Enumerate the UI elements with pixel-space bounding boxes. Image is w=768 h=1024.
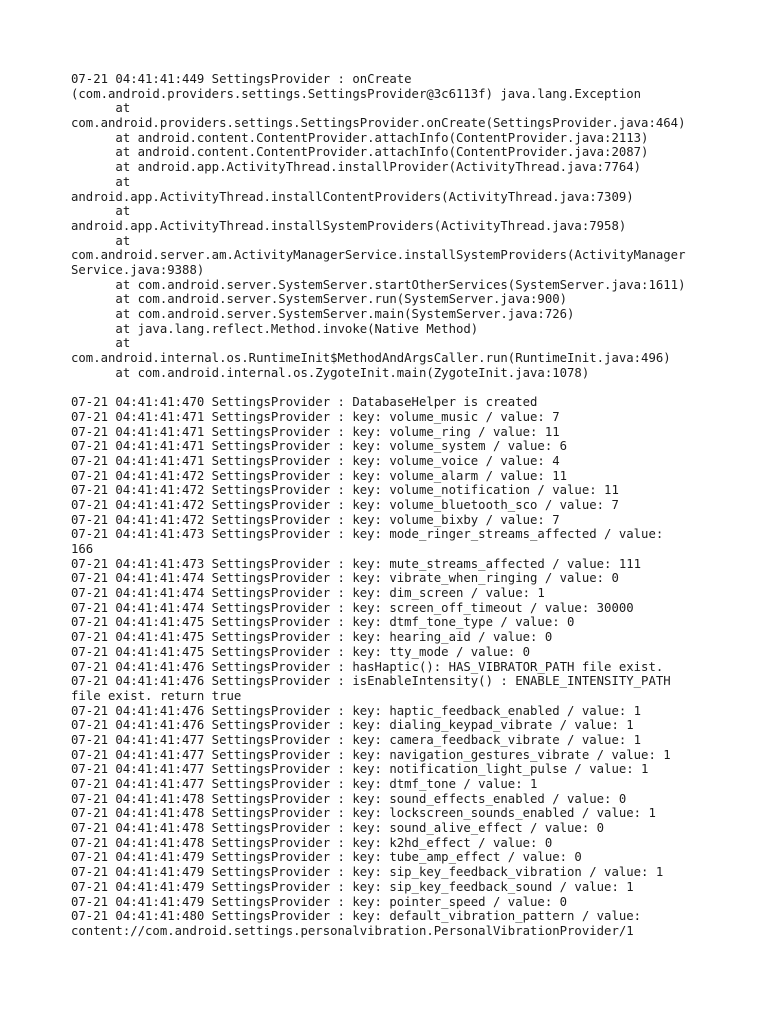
log-line: 07-21 04:41:41:476 SettingsProvider : key: haptic_feedback_enabled / value: 1 xyxy=(71,703,642,718)
log-line: Service.java:9388) xyxy=(71,262,205,277)
log-line: 07-21 04:41:41:449 SettingsProvider : onCreate xyxy=(71,72,412,86)
log-line: at xyxy=(71,204,131,219)
log-line: at java.lang.reflect.Method.invoke(Native Method) xyxy=(71,321,479,336)
log-line: content://com.android.settings.personalvibration.PersonalVibrationProvider/1 xyxy=(71,923,634,938)
log-line: at com.android.server.SystemServer.run(SystemServer.java:900) xyxy=(71,292,568,307)
log-line: 07-21 04:41:41:478 SettingsProvider : key: sound_effects_enabled / value: 0 xyxy=(71,791,627,806)
log-line: at xyxy=(71,336,131,351)
log-line: 07-21 04:41:41:480 SettingsProvider : key: default_vibration_pattern / value: xyxy=(71,909,642,924)
log-line: (com.android.providers.settings.SettingsProvider@3c6113f) java.lang.Exception xyxy=(71,86,642,101)
log-line: com.android.server.am.ActivityManagerService.installSystemProviders(ActivityManager xyxy=(71,248,686,263)
log-line: 07-21 04:41:41:478 SettingsProvider : key: k2hd_effect / value: 0 xyxy=(71,835,553,850)
log-line: 07-21 04:41:41:478 SettingsProvider : key: lockscreen_sounds_enabled / value: 1 xyxy=(71,806,656,821)
log-line: android.app.ActivityThread.installContentProviders(ActivityThread.java:7309) xyxy=(71,189,634,204)
log-line: 07-21 04:41:41:474 SettingsProvider : key: dim_screen / value: 1 xyxy=(71,586,545,601)
log-line: at android.app.ActivityThread.installProvider(ActivityThread.java:7764) xyxy=(71,160,642,175)
log-text-block xyxy=(71,72,711,939)
log-line: 07-21 04:41:41:478 SettingsProvider : key: sound_alive_effect / value: 0 xyxy=(71,821,605,836)
log-line: 07-21 04:41:41:476 SettingsProvider : key: dialing_keypad_vibrate / value: 1 xyxy=(71,718,634,733)
log-line: at com.android.internal.os.ZygoteInit.main(ZygoteInit.java:1078) xyxy=(71,365,590,380)
log-line: at xyxy=(71,174,131,189)
log-line: 07-21 04:41:41:477 SettingsProvider : key: navigation_gestures_vibrate / value: 1 xyxy=(71,747,671,762)
log-line: 07-21 04:41:41:472 SettingsProvider : key: volume_alarm / value: 11 xyxy=(71,468,568,483)
log-line: 07-21 04:41:41:471 SettingsProvider : key: volume_music / value: 7 xyxy=(71,409,560,424)
log-line: 07-21 04:41:41:471 SettingsProvider : key: volume_voice / value: 4 xyxy=(71,453,560,468)
log-line: 07-21 04:41:41:479 SettingsProvider : key: tube_amp_effect / value: 0 xyxy=(71,850,582,865)
log-line: com.android.internal.os.RuntimeInit$MethodAndArgsCaller.run(RuntimeInit.java:496) xyxy=(71,351,671,366)
log-line: 07-21 04:41:41:475 SettingsProvider : key: dtmf_tone_type / value: 0 xyxy=(71,615,575,630)
log-line: 07-21 04:41:41:477 SettingsProvider : key: dtmf_tone / value: 1 xyxy=(71,777,538,791)
log-line: 07-21 04:41:41:474 SettingsProvider : key: screen_off_timeout / value: 30000 xyxy=(71,600,634,615)
log-line: 07-21 04:41:41:477 SettingsProvider : key: camera_feedback_vibrate / value: 1 xyxy=(71,732,642,747)
log-line: at com.android.server.SystemServer.startOtherServices(SystemServer.java:1611) xyxy=(71,277,686,292)
log-line: 07-21 04:41:41:479 SettingsProvider : key: sip_key_feedback_vibration / value: 1 xyxy=(71,865,664,880)
log-line: 07-21 04:41:41:474 SettingsProvider : key: vibrate_when_ringing / value: 0 xyxy=(71,571,619,586)
log-line: 07-21 04:41:41:470 SettingsProvider : DatabaseHelper is created xyxy=(71,395,538,410)
log-line: 07-21 04:41:41:472 SettingsProvider : key: volume_notification / value: 11 xyxy=(71,483,619,498)
log-line: at xyxy=(71,101,131,116)
log-line: at android.content.ContentProvider.attachInfo(ContentProvider.java:2113) xyxy=(71,130,649,145)
log-line: 07-21 04:41:41:475 SettingsProvider : key: tty_mode / value: 0 xyxy=(71,644,531,659)
log-line: 07-21 04:41:41:473 SettingsProvider : key: mute_streams_affected / value: 111 xyxy=(71,556,642,571)
log-line: com.android.providers.settings.SettingsProvider.onCreate(SettingsProvider.java:464) xyxy=(71,116,686,131)
log-line: 07-21 04:41:41:472 SettingsProvider : key: volume_bixby / value: 7 xyxy=(71,512,560,527)
log-line: 07-21 04:41:41:479 SettingsProvider : key: pointer_speed / value: 0 xyxy=(71,894,568,909)
log-line: 07-21 04:41:41:476 SettingsProvider : hasHaptic(): HAS_VIBRATOR_PATH file exist. xyxy=(71,659,664,674)
log-line: android.app.ActivityThread.installSystemProviders(ActivityThread.java:7958) xyxy=(71,218,627,233)
log-line: 07-21 04:41:41:471 SettingsProvider : key: volume_system / value: 6 xyxy=(71,439,568,454)
log-line: 07-21 04:41:41:476 SettingsProvider : isEnableIntensity() : ENABLE_INTENSITY_PATH xyxy=(71,674,671,689)
log-line: 07-21 04:41:41:471 SettingsProvider : key: volume_ring / value: 11 xyxy=(71,424,560,439)
log-line: file exist. return true xyxy=(71,688,242,703)
log-line: at com.android.server.SystemServer.main(SystemServer.java:726) xyxy=(71,307,575,321)
log-line: at android.content.ContentProvider.attachInfo(ContentProvider.java:2087) xyxy=(71,145,649,160)
log-line: 07-21 04:41:41:473 SettingsProvider : key: mode_ringer_streams_affected / value: xyxy=(71,527,664,542)
log-line: 166 xyxy=(71,542,94,556)
log-line: 07-21 04:41:41:479 SettingsProvider : key: sip_key_feedback_sound / value: 1 xyxy=(71,879,634,894)
log-line: at xyxy=(71,233,131,248)
log-line xyxy=(71,380,711,395)
log-line: 07-21 04:41:41:472 SettingsProvider : key: volume_bluetooth_sco / value: 7 xyxy=(71,497,619,512)
log-line: 07-21 04:41:41:475 SettingsProvider : key: hearing_aid / value: 0 xyxy=(71,630,553,645)
log-line: 07-21 04:41:41:477 SettingsProvider : key: notification_light_pulse / value: 1 xyxy=(71,762,649,777)
